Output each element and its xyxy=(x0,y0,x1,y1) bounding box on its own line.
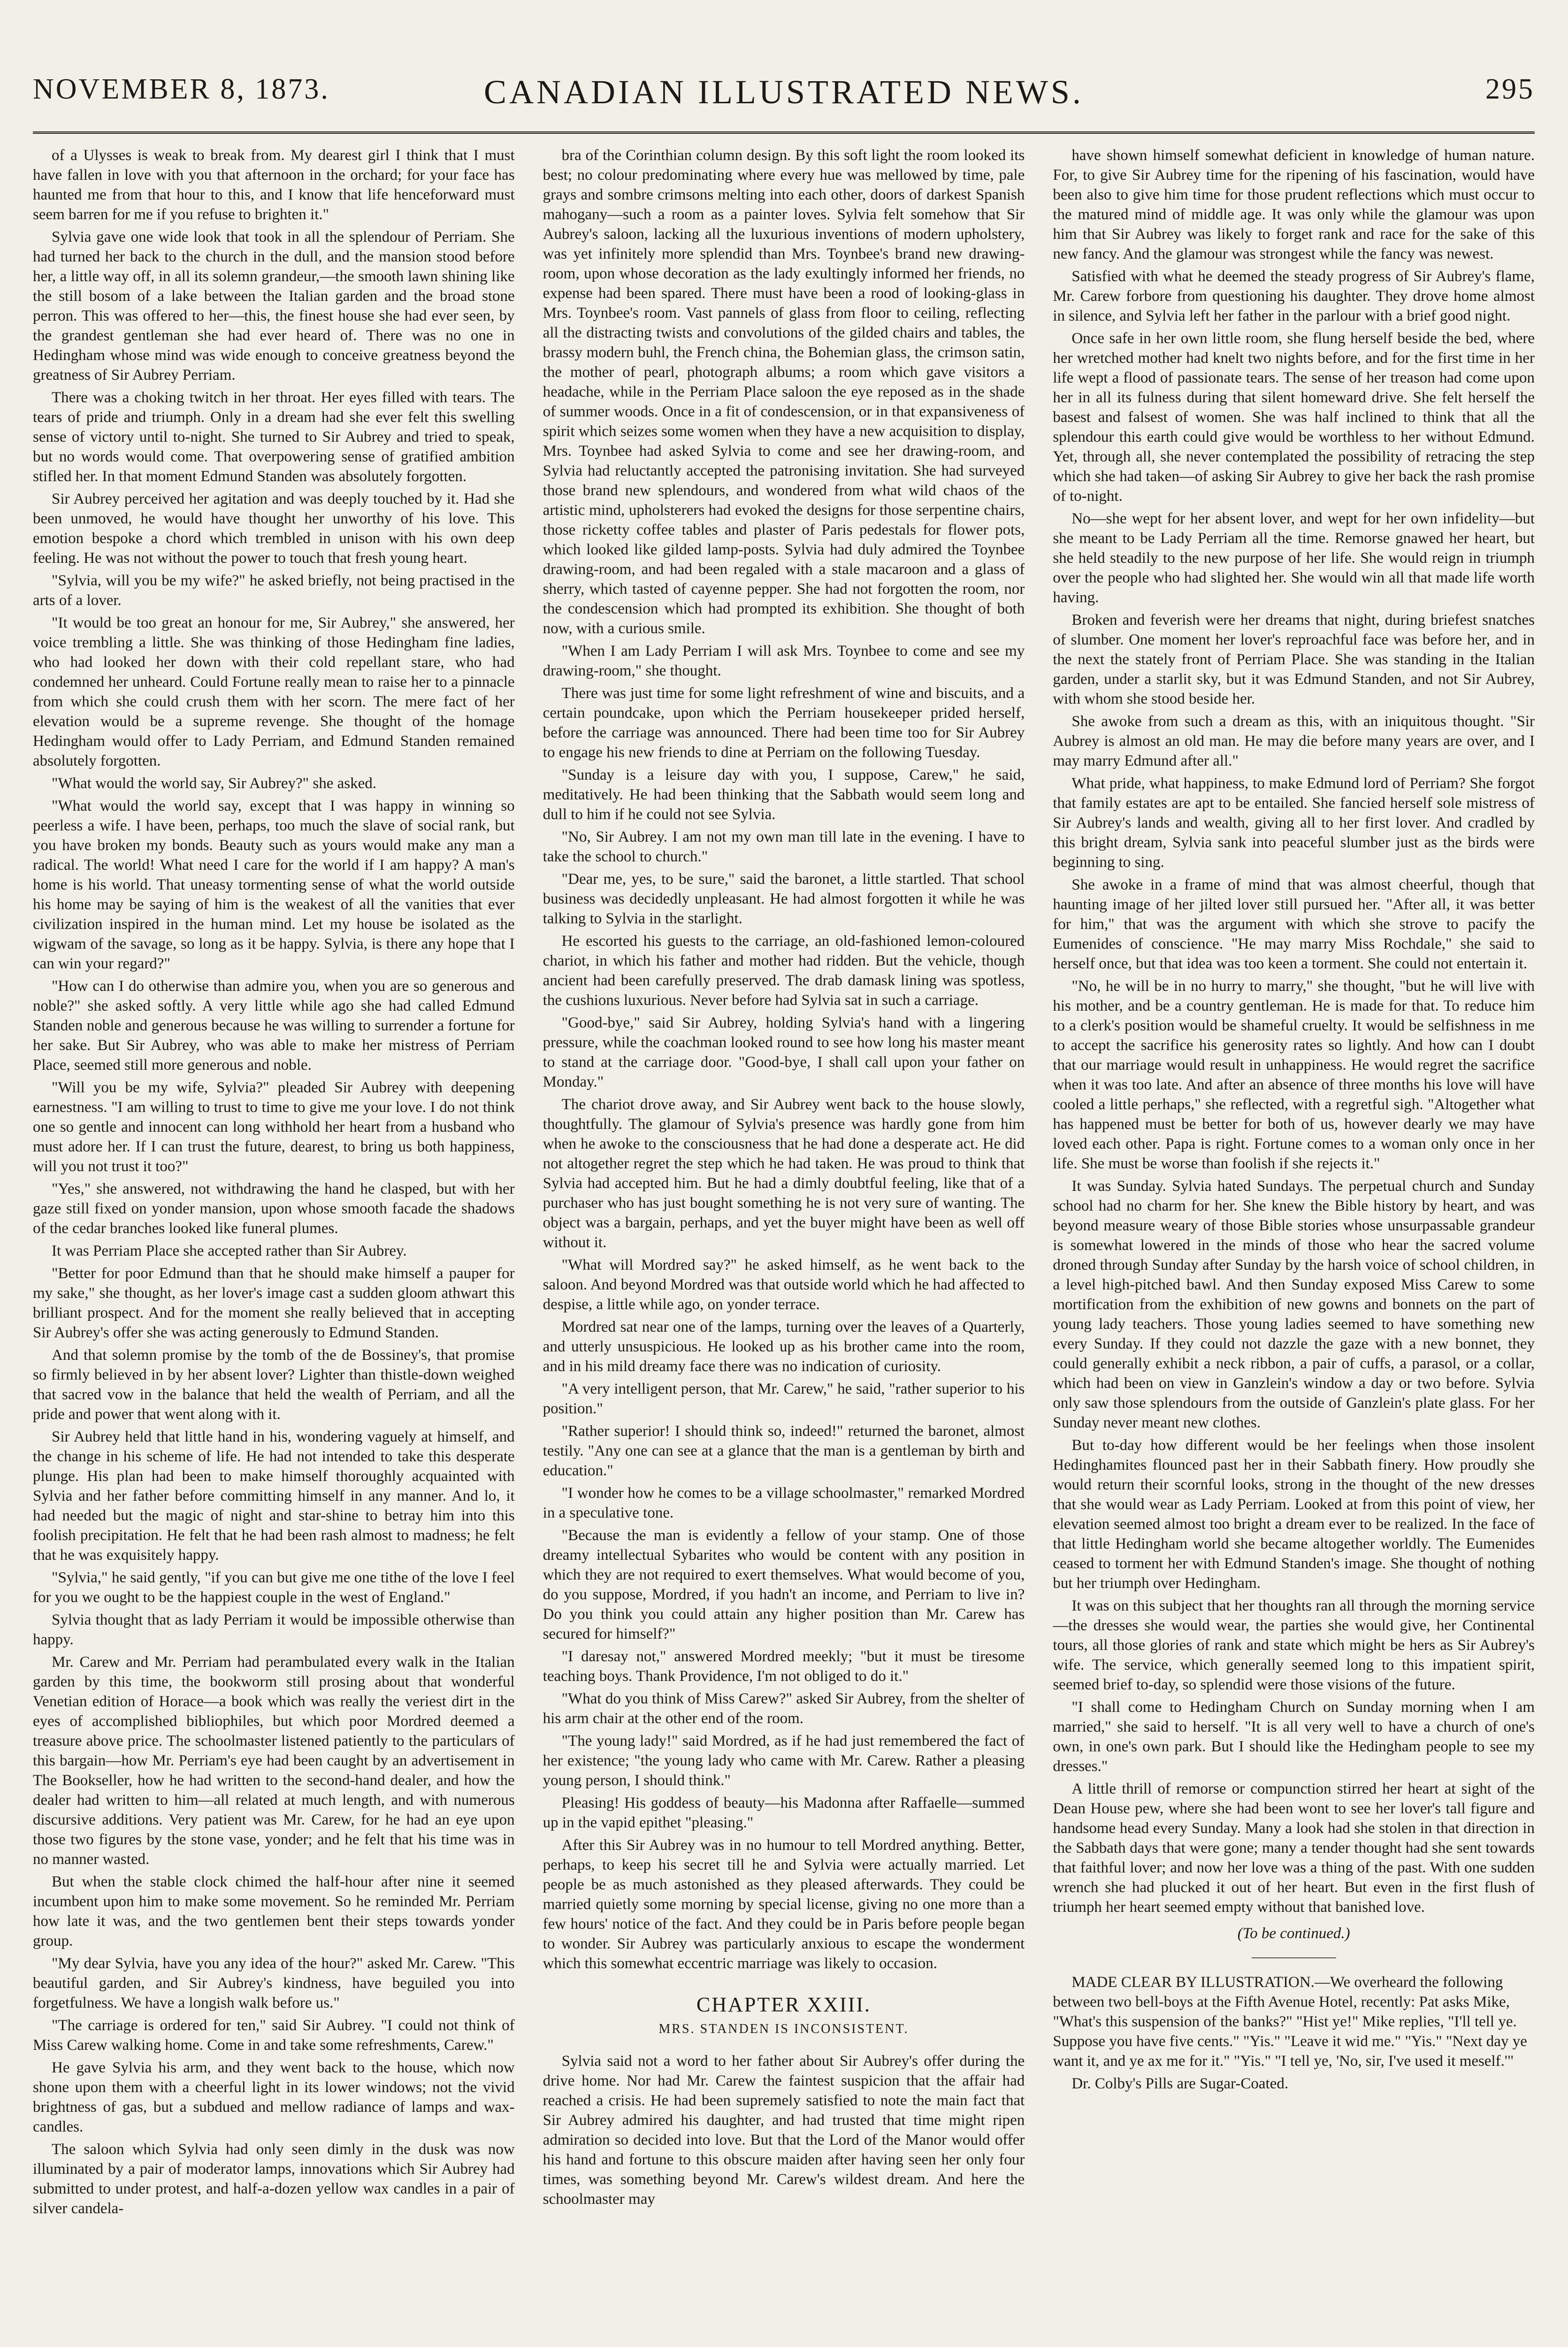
paragraph: bra of the Corinthian column design. By this soft light the room looked its best; no colour predominating where every hue was mellowed by time, pale grays and sombre crimsons melting into each other, doors of darkest Spanish mahogany—such a room as a painter loves. Sylvia felt somehow that Sir Aubrey's saloon, lacking all the luxurious inventions of modern upholstery, was yet infinitely more splendid than Mrs. Toynbee's brand new drawing-room, upon whose decoration as the lady exultingly informed her friends, no expense had been spared. There must have been a rood of looking-glass in Mrs. Toynbee's room. Vast pannels of glass from floor to ceiling, reflecting all the distracting twists and convolutions of the gilded chairs and tables, the brassy modern buhl, the French china, the Bohemian glass, the crimson satin, the mother of pearl, photograph albums; a room which gave visitors a headache, while in the Perriam Place saloon the eye reposed as in the shade of summer woods. Once in a fit of condescension, or in that expansiveness of spirit which seizes some women when they have a new acquisition to display, Mrs. Toynbee had asked Sylvia to come and see her drawing-room, and Sylvia had reluctantly accepted the patronising invitation. She had surveyed those brand new splendours, and wondered from what wild chaos of the artistic mind, upholsterers had evoked the designs for those serpentine chairs, those ricketty coffee tables and plaster of Paris pedestals for flower pots, which looked like gilded lamp-posts. Sylvia had duly admired the Toynbee drawing-room, and had been regaled with a stale macaroon and a glass of sherry, which tasted of cayenne pepper. She had not forgotten the room, nor the condescension which had prompted its exhibition. She thought of both now, with a curious smile. xyxy=(543,147,1025,637)
paragraph: Pleasing! His goddess of beauty—his Madonna after Raffaelle—summed up in the vapid epithet "pleasing." xyxy=(543,1795,1025,1831)
notice-body: —We overheard the following between two bell-boys at the Fifth Avenue Hotel, recently: Pat asks Mike, "What's this suspension of the banks?" "Hist ye!" Mike replies, "I'll tell ye. Suppose you have five cents." "Yis." "Leave it wid me." "Yis." "Next day ye want it, and ye ax me for it." "Yis." "I tell ye, 'No, sir, I've used it meself.'" xyxy=(1053,1974,1527,2070)
paragraph: "No, he will be in no hurry to marry," she thought, "but he will live with his mother, and be a country gentleman. He is made for that. To reduce him to a clerk's position would be shameful cruelty. It would be selfishness in me to accept the sacrifice his generosity rates so lightly. And how can I doubt that our marriage would result in unhappiness. He would regret the sacrifice when it was too late. And after an absence of three months his love will have cooled a little perhaps," she reflected, with a regretful sigh. "Altogether what has happened must be better for both of us, however dearly we may have loved each other. Papa is right. Fortune comes to a woman only once in her life. She must be worse than foolish if she rejects it." xyxy=(1053,978,1535,1172)
notice-title: MADE CLEAR BY ILLUSTRATION. xyxy=(1071,1974,1315,1991)
paragraph: "I daresay not," answered Mordred meekly; "but it must be tiresome teaching boys. Thank Providence, I'm not obliged to do it." xyxy=(543,1648,1025,1685)
paragraph: "It would be too great an honour for me, Sir Aubrey," she answered, her voice trembling a little. She was thinking of those Hedingham fine ladies, who had looked her down with their cold repellant stare, who had condemned her unheard. Could Fortune really mean to raise her to a pinnacle from which she could crush them with her scorn. The mere fact of her elevation would be a supreme revenge. She thought of the homage Hedingham would offer to Lady Perriam, and Edmund Standen remained absolutely forgotten. xyxy=(33,614,515,769)
paragraph: It was Perriam Place she accepted rather than Sir Aubrey. xyxy=(52,1243,407,1259)
paragraph: Sylvia said not a word to her father about Sir Aubrey's offer during the drive home. Nor had Mr. Carew the faintest suspicion that the affair had reached a crisis. He had been supremely satisfied to note the main fact that Sir Aubrey admired his daughter, and had trusted that time might ripen admiration so decided into love. But that the Lord of the Manor would offer his hand and fortune to this obscure maiden after having seen her only four times, was something beyond Mr. Carew's wildest dream. And here the schoolmaster may xyxy=(543,2053,1025,2208)
advertisement-line: Dr. Colby's Pills are Sugar-Coated. xyxy=(1071,2075,1289,2092)
page-number: 295 xyxy=(1485,73,1535,105)
paragraph: He gave Sylvia his arm, and they went back to the house, which now shone upon them with a cheerful light in its lower windows; not the vivid brightness of gas, but a subdued and mellow radiance of lamps and wax-candles. xyxy=(33,2059,515,2135)
paragraph: A little thrill of remorse or compunction stirred her heart at sight of the Dean House pew, where she had been wont to see her lover's tall figure and handsome head every Sunday. Many a look had she stolen in that direction in the Sabbath days that were gone; many a tender thought had she sent towards that faithful lover; and now her love was a thing of the past. With one sudden wrench she had plucked it out of her heart. But even in the first flush of triumph her heart seemed empty without that banished love. xyxy=(1053,1780,1535,1916)
paragraph: The chariot drove away, and Sir Aubrey went back to the house slowly, thoughtfully. The glamour of Sylvia's presence was hardly gone from him when he awoke to the consciousness that he had done a desperate act. He did not altogether regret the step which he had taken. He was proud to think that Sylvia had accepted him. But he had a dimly doubtful feeling, like that of a purchaser who has just bought something he is not very sure of wanting. The object was a bargain, perhaps, and yet the buyer might have been as well off without it. xyxy=(543,1096,1025,1251)
chapter-subtitle: MRS. STANDEN IS INCONSISTENT. xyxy=(658,2022,909,2036)
paragraph: "Rather superior! I should think so, indeed!" returned the baronet, almost testily. "Any one can see at a glance that the man is a gentleman by birth and education." xyxy=(543,1423,1025,1479)
paragraph: He escorted his guests to the carriage, an old-fashioned lemon-coloured chariot, in which his father and mother had ridden. But the vehicle, though ancient had been carefully preserved. The drab damask lining was spotless, the cushions luxurious. Never before had Sylvia sat in such a carriage. xyxy=(543,933,1025,1009)
paragraph: "Dear me, yes, to be sure," said the baronet, a little startled. That school business was decidedly unpleasant. He had almost forgotten it while he was talking to Sylvia in the starlight. xyxy=(543,871,1025,927)
paragraph: "Will you be my wife, Sylvia?" pleaded Sir Aubrey with deepening earnestness. "I am willing to trust to time to give me your love. I do not think one so gentle and innocent can long withhold her heart from a husband who must adore her. If I can trust the future, dearest, to bring us both happiness, will you not trust it too?" xyxy=(33,1079,515,1175)
paragraph: "No, Sir Aubrey. I am not my own man till late in the evening. I have to take the school to church." xyxy=(543,828,1025,865)
paragraph: Sylvia gave one wide look that took in all the splendour of Perriam. She had turned her back to the church in the dull, and the mansion stood before her, a little way off, in all its solemn grandeur,—the smooth lawn shining like the still bosom of a lake between the Italian garden and the broad stone perron. This was offered to her—this, the finest house she had ever seen, by the grandest gentleman she had ever heard of. There was no one in Hedingham whose mind was wide enough to conceive greatness beyond the greatness of Sir Aubrey Perriam. xyxy=(33,229,515,383)
paragraph: She awoke from such a dream as this, with an iniquitous thought. "Sir Aubrey is almost an old man. He may die before many years are over, and I may marry Edmund after all." xyxy=(1053,713,1535,769)
paragraph: The saloon which Sylvia had only seen dimly in the dusk was now illuminated by a pair of moderator lamps, innovations which Sir Aubrey had submitted to under protest, and half-a-dozen yellow wax candles in a pair of silver candela- xyxy=(33,2141,515,2217)
paragraph: What pride, what happiness, to make Edmund lord of Perriam? She forgot that family estates are apt to be entailed. She fancied herself sole mistress of Sir Aubrey's lands and wealth, giving all to her first lover. And cradled by this bright dream, Sylvia sank into peaceful slumber just as the birds were beginning to sing. xyxy=(1053,775,1535,871)
paragraph: "Better for poor Edmund than that he should make himself a pauper for my sake," she thought, as her lover's image cast a sudden gloom athwart this brilliant prospect. And for the moment she really believed that in accepting Sir Aubrey's offer she was acting generously to Edmund Standen. xyxy=(33,1265,515,1341)
paragraph: "Yes," she answered, not withdrawing the hand he clasped, but with her gaze still fixed on yonder mansion, upon whose smooth facade the shadows of the cedar branches looked like funeral plumes. xyxy=(33,1181,515,1237)
paragraph: "A very intelligent person, that Mr. Carew," he said, "rather superior to his position." xyxy=(543,1381,1025,1417)
paragraph: Sir Aubrey perceived her agitation and was deeply touched by it. Had she been unmoved, he would have thought her unworthy of his love. This emotion bespoke a chord which trembled in unison with his own deep feeling. He was not without the power to touch that fresh young heart. xyxy=(33,491,515,567)
paragraph: of a Ulysses is weak to break from. My dearest girl I think that I must have fallen in love with you that afternoon in the orchard; for your face has haunted me from that hour to this, and I know that life henceforward must seem barren for me if you refuse to brighten it." xyxy=(33,147,515,223)
paragraph: But when the stable clock chimed the half-hour after nine it seemed incumbent upon him to make some movement. So he reminded Mr. Perriam how late it was, and the two gentlemen bent their steps towards yonder group. xyxy=(33,1873,515,1949)
paragraph: "I wonder how he comes to be a village schoolmaster," remarked Mordred in a speculative tone. xyxy=(543,1485,1025,1521)
paragraph: "What would the world say, Sir Aubrey?" she asked. xyxy=(52,775,376,792)
paragraph: Mordred sat near one of the lamps, turning over the leaves of a Quarterly, and utterly unsuspicious. He looked up as his brother came into the room, and in his mild dreamy face there was no indication of curiosity. xyxy=(543,1319,1025,1375)
newspaper-title: CANADIAN ILLUSTRATED NEWS. xyxy=(484,73,1084,111)
paragraph: "Sylvia, will you be my wife?" he asked briefly, not being practised in the arts of a lover. xyxy=(33,572,515,609)
paragraph: And that solemn promise by the tomb of the de Bossiney's, that promise so firmly believed in by her absent lover? Lighter than thistle-down weighed that sacred vow in the balance that held the wealth of Perriam, and all the pride and power that went along with it. xyxy=(33,1347,515,1423)
paragraph: After this Sir Aubrey was in no humour to tell Mordred anything. Better, perhaps, to keep his secret till he and Sylvia were actually married. Let people be as much astonished as they pleased afterwards. They could be married quietly some morning by special license, giving no one more than a few hours' notice of the fact. And they could be in Paris before people began to wonder. Sir Aubrey was particularly anxious to escape the wonderment which this somewhat eccentric marriage was likely to occasion. xyxy=(543,1837,1025,1972)
section-divider xyxy=(1252,1957,1336,1958)
paragraph: Broken and feverish were her dreams that night, during briefest snatches of slumber. One moment her lover's reproachful face was before her, and in the next the stately front of Perriam Place. She was standing in the Italian garden, under a starlit sky, but it was Edmund Standen, and not Sir Aubrey, with whom she stood beside her. xyxy=(1053,612,1535,707)
paragraph: "The carriage is ordered for ten," said Sir Aubrey. "I could not think of Miss Carew walking home. Come in and take some refreshments, Carew." xyxy=(33,2017,515,2054)
paragraph: There was just time for some light refreshment of wine and biscuits, and a certain poundcake, upon which the Perriam housekeeper prided herself, before the carriage was announced. There had been time too for Sir Aubrey to engage his new friends to dine at Perriam on the following Tuesday. xyxy=(543,685,1025,761)
paragraph: "Sunday is a leisure day with you, I suppose, Carew," he said, meditatively. He had been thinking that the Sabbath would seem long and dull to him if he could not see Sylvia. xyxy=(543,767,1025,823)
issue-date: NOVEMBER 8, 1873. xyxy=(33,73,330,105)
anecdote-notice xyxy=(1053,1972,1535,2071)
paragraph: No—she wept for her absent lover, and wept for her own infidelity—but she meant to be Lady Perriam all the time. Remorse gnawed her heart, but she held steadily to the new purpose of her life. She would reign in triumph over the people who had slighted her. She would win all that made life worth having. xyxy=(1053,510,1535,606)
to-be-continued-note: (To be continued.) xyxy=(1237,1925,1350,1942)
paragraph: Once safe in her own little room, she flung herself beside the bed, where her wretched mother had knelt two nights before, and for the first time in her life wept a flood of passionate tears. The sense of her treason had come upon her in all its fulness during that silent homeward drive. She felt herself the basest and falsest of women. She was half inclined to think that all the splendour this earth could give would be worthless to her without Edmund. Yet, through all, she never contemplated the possibility of retracing the step which she had taken—of asking Sir Aubrey to give her back the rash promise of to-night. xyxy=(1053,330,1535,505)
chapter-heading: CHAPTER XXIII. xyxy=(696,1993,871,2016)
paragraph: Mr. Carew and Mr. Perriam had perambulated every walk in the Italian garden by this time, the bookworm still prosing about that wonderful Venetian edition of Horace—a book which was really the veriest dirt in the eyes of accomplished bibliophiles, but which poor Mordred deemed a treasure above price. The schoolmaster listened patiently to the particulars of this bargain—how Mr. Perriam's eye had been caught by an advertisement in The Bookseller, how he had written to the second-hand dealer, and how the dealer had written to him—all related at much length, and with numerous discursive additions. Very patient was Mr. Carew, for he had an eye upon those two figures by the stone vase, yonder; and he felt that his time was in no manner wasted. xyxy=(33,1654,515,1868)
paragraph: "My dear Sylvia, have you any idea of the hour?" asked Mr. Carew. "This beautiful garden, and Sir Aubrey's kindness, have beguiled you into forgetfulness. We have a longish walk before us." xyxy=(33,1955,515,2011)
newspaper-page xyxy=(33,28,1535,2324)
paragraph: "Good-bye," said Sir Aubrey, holding Sylvia's hand with a lingering pressure, while the coachman looked round to see how long his master meant to stand at the carriage door. "Good-bye, I shall call upon your father on Monday." xyxy=(543,1014,1025,1090)
paragraph: It was on this subject that her thoughts ran all through the morning service—the dresses she would wear, the parties she would give, her Continental tours, all those glories of rank and state which might be hers as Sir Aubrey's wife. The service, which generally seemed long to this impatient spirit, seemed brief to-day, so splendid were those visions of the future. xyxy=(1053,1597,1535,1693)
paragraph: Sir Aubrey held that little hand in his, wondering vaguely at himself, and the change in his scheme of life. He had not intended to take this desperate plunge. His plan had been to make himself thoroughly acquainted with Sylvia and her father before committing himself in any manner. And lo, it had needed but the magic of night and star-shine to betray him into this foolish precipitation. He felt that he had been rash almost to madness; he felt that he was exquisitely happy. xyxy=(33,1428,515,1564)
paragraph: have shown himself somewhat deficient in knowledge of human nature. For, to give Sir Aubrey time for the ripening of his fascination, would have been also to give him time for those prudent reflections which must occur to the matured mind of middle age. It was only while the glamour was upon him that Sir Aubrey was likely to forget rank and race for the sake of this new fancy. And the glamour was strongest while the fancy was newest. xyxy=(1053,147,1535,262)
paragraph: "What would the world say, except that I was happy in winning so peerless a wife. I have been, perhaps, too much the slave of social rank, but you have broken my bonds. Beauty such as yours would make any man a radical. The world! What need I care for the world if I am happy? A man's home is his world. That uneasy tormenting sense of what the world outside his home may be saying of him is the weakest of all the vanities that ever civilization inspired in the human mind. Let my house be isolated as the wigwam of the savage, so long as it be happy. Sylvia, is there any hope that I can win your regard?" xyxy=(33,798,515,972)
paragraph: There was a choking twitch in her throat. Her eyes filled with tears. The tears of pride and triumph. Only in a dream had she ever felt this swelling sense of victory until to-night. She turned to Sir Aubrey and tried to speak, but no words would come. That overpowering sense of gratified ambition stifled her. In that moment Edmund Standen was absolutely forgotten. xyxy=(33,389,515,485)
masthead xyxy=(33,28,1535,134)
column-left xyxy=(33,146,515,2305)
paragraph: "What do you think of Miss Carew?" asked Sir Aubrey, from the shelter of his arm chair at the other end of the room. xyxy=(543,1690,1025,1727)
paragraph: Sylvia thought that as lady Perriam it would be impossible otherwise than happy. xyxy=(33,1611,515,1648)
paragraph: "What will Mordred say?" he asked himself, as he went back to the saloon. And beyond Mordred was that outside world which he had affected to despise, a little while ago, on yonder terrace. xyxy=(543,1257,1025,1313)
paragraph: She awoke in a frame of mind that was almost cheerful, though that haunting image of her jilted lover still pursued her. "After all, it was better for him," that was the argument with which she strove to pacify the Eumenides of conscience. "He may marry Miss Rochdale," she said to herself once, but that idea was too keen a torment. She could not entertain it. xyxy=(1053,876,1535,972)
paragraph: "How can I do otherwise than admire you, when you are so generous and noble?" she asked softly. A very little while ago she had called Edmund Standen noble and generous because he was willing to surrender a fortune for her sake. But Sir Aubrey, who was able to make her mistress of Perriam Place, seemed still more generous and noble. xyxy=(33,978,515,1074)
paragraph: Satisfied with what he deemed the steady progress of Sir Aubrey's flame, Mr. Carew forbore from questioning his daughter. They drove home almost in silence, and Sylvia left her father in the parlour with a brief good night. xyxy=(1053,268,1535,324)
column-middle xyxy=(543,146,1025,2305)
column-right xyxy=(1053,146,1535,2305)
paragraph: It was Sunday. Sylvia hated Sundays. The perpetual church and Sunday school had no charm for her. She knew the Bible history by heart, and was beyond measure weary of those Bible stories whose unsurpassable grandeur is somewhat lowered in the minds of those who hear the sacred volume droned through Sunday after Sunday by the harsh voice of school children, in a level high-pitched bawl. And then Sunday exposed Miss Carew to some mortification from the exhibition of new gowns and bonnets on the part of young lady teachers. Those young ladies seemed to have something new every Sunday. If they could not dazzle the gaze with a new bonnet, they could generally exhibit a neck ribbon, a pair of cuffs, a parasol, or a collar, which had been on view in Ganzlein's window a day or two before. Sylvia only saw those splendours from the outside of Ganzlein's plate glass. For her Sunday never meant new clothes. xyxy=(1053,1178,1535,1431)
paragraph: But to-day how different would be her feelings when those insolent Hedinghamites flounced past her in their Sabbath finery. How proudly she would return their scornful looks, strong in the thought of the new dresses that she would wear as Lady Perriam. Looked at from this point of view, her elevation seemed almost too bright a dream ever to be realized. In the face of that little Hedingham world she became altogether worldly. The Eumenides ceased to torment her with Edmund Standen's image. She thought of nothing but her triumph over Hedingham. xyxy=(1053,1437,1535,1592)
paragraph: "Sylvia," he said gently, "if you can but give me one tithe of the love I feel for you we ought to be the happiest couple in the west of England." xyxy=(33,1569,515,1606)
paragraph: "I shall come to Hedingham Church on Sunday morning when I am married," she said to herself. "It is all very well to have a church of one's own, in one's own park. But I should like the Hedingham people to see my dresses." xyxy=(1053,1699,1535,1775)
paragraph: "When I am Lady Perriam I will ask Mrs. Toynbee to come and see my drawing-room," she thought. xyxy=(543,643,1025,679)
article-columns xyxy=(33,146,1535,2305)
paragraph: "The young lady!" said Mordred, as if he had just remembered the fact of her existence; "the young lady who came with Mr. Carew. Rather a pleasing young person, I should think." xyxy=(543,1733,1025,1789)
paragraph: "Because the man is evidently a fellow of your stamp. One of those dreamy intellectual Sybarites who would be content with any position in which they are not required to exert themselves. What would become of you, do you suppose, Mordred, if you hadn't an income, and Perriam to live in? Do you think you could attain any higher position than Mr. Carew has secured for himself?" xyxy=(543,1527,1025,1642)
